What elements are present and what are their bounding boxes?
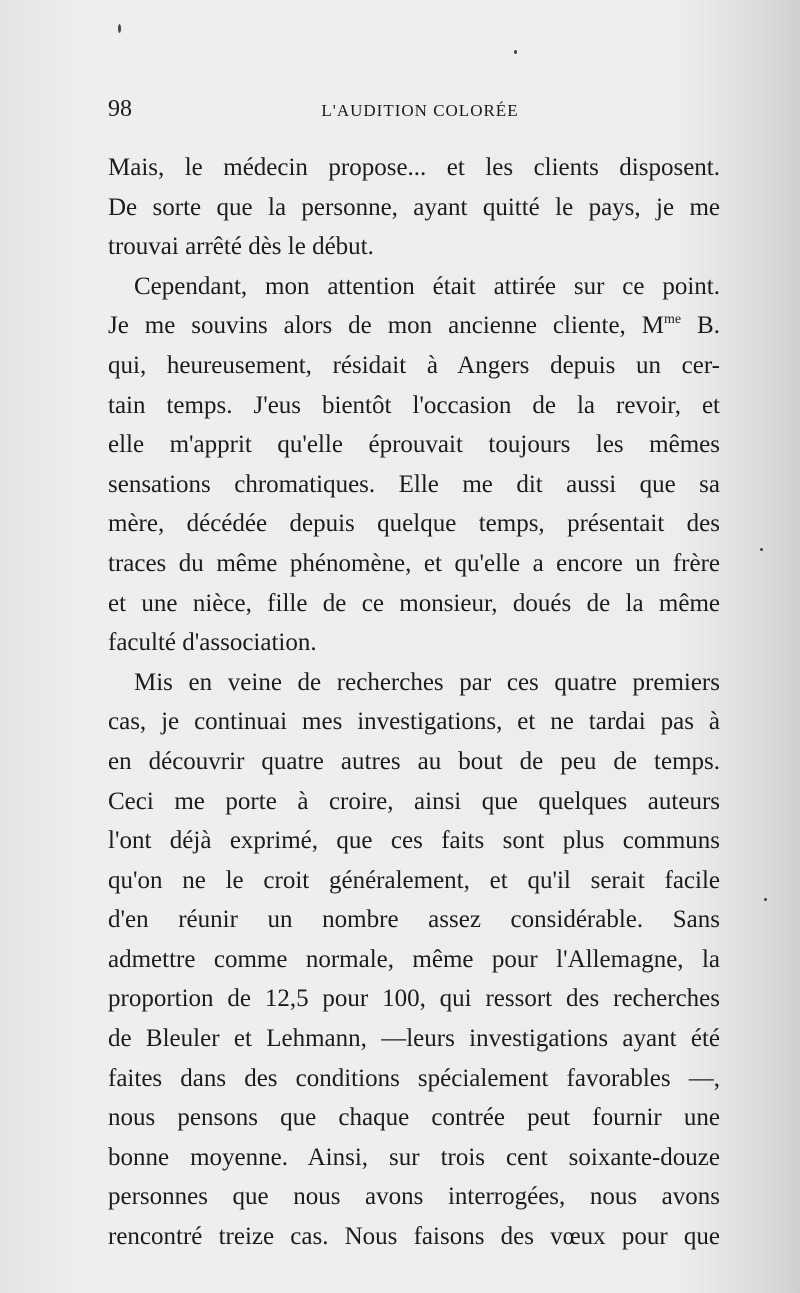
title-abbreviation: me bbox=[663, 312, 682, 328]
text-line: d'en réunir un nombre assez considérable. Sans bbox=[108, 906, 720, 934]
text-line: qu'on ne le croit généralement, et qu'il serait facile bbox=[108, 866, 720, 894]
text-line: mère, décédée depuis quelque temps, présentait des bbox=[108, 510, 720, 538]
text-line: proportion de 12,5 pour 100, qui ressort des recherches bbox=[108, 985, 720, 1013]
text-line: faculté d'association. bbox=[108, 629, 317, 657]
text-line: admettre comme normale, même pour l'Allemagne, la bbox=[108, 945, 720, 973]
running-title: L'AUDITION COLORÉE bbox=[321, 101, 519, 120]
text-line: et une nièce, fille de ce monsieur, doués de la même bbox=[108, 589, 720, 617]
text-line: bonne moyenne. Ainsi, sur trois cent soixante-douze bbox=[108, 1143, 720, 1171]
text-line: qui, heureusement, résidait à Angers depuis un cer- bbox=[108, 351, 720, 379]
page-number: 98 bbox=[108, 96, 132, 122]
text-line: nous pensons que chaque contrée peut fournir une bbox=[108, 1104, 720, 1132]
ink-speck bbox=[764, 898, 767, 901]
text-line: Mis en veine de recherches par ces quatre premiers bbox=[134, 668, 720, 696]
text-line: trouvai arrêté dès le début. bbox=[108, 233, 374, 261]
ink-speck bbox=[514, 50, 517, 54]
text-line: sensations chromatiques. Elle me dit aussi que sa bbox=[108, 470, 720, 498]
text-line: tain temps. J'eus bientôt l'occasion de la revoir, et bbox=[108, 391, 720, 419]
text-line: faites dans des conditions spécialement favorables —, bbox=[108, 1064, 720, 1092]
text-line: Mais, le médecin propose... et les clients disposent. bbox=[108, 154, 720, 181]
ink-speck bbox=[760, 548, 763, 551]
text-line: en découvrir quatre autres au bout de peu de temps. bbox=[108, 747, 720, 775]
text-line: traces du même phénomène, et qu'elle a encore un frère bbox=[108, 549, 720, 577]
text-line: elle m'apprit qu'elle éprouvait toujours les mêmes bbox=[108, 431, 720, 459]
text-line: de Bleuler et Lehmann, —leurs investigations ayant été bbox=[108, 1025, 720, 1053]
text-line: personnes que nous avons interrogées, nous avons bbox=[108, 1183, 720, 1211]
ink-speck bbox=[118, 24, 121, 33]
text-line: Cependant, mon attention était attirée sur ce point. bbox=[134, 272, 720, 300]
text-line-end: B. bbox=[681, 312, 720, 340]
text-line bbox=[108, 306, 720, 346]
text-line: rencontré treize cas. Nous faisons des vœux pour que bbox=[108, 1223, 720, 1251]
text-line: l'ont déjà exprimé, que ces faits sont plus communs bbox=[108, 827, 720, 855]
text-line: De sorte que la personne, ayant quitté le pays, je me bbox=[108, 193, 720, 221]
text-line-start: Je me souvins alors de mon ancienne cliente, M bbox=[108, 312, 664, 340]
text-line: cas, je continuai mes investigations, et ne tardai pas à bbox=[108, 708, 720, 736]
body-text bbox=[108, 148, 720, 1257]
text-line: Ceci me porte à croire, ainsi que quelques auteurs bbox=[108, 787, 720, 815]
